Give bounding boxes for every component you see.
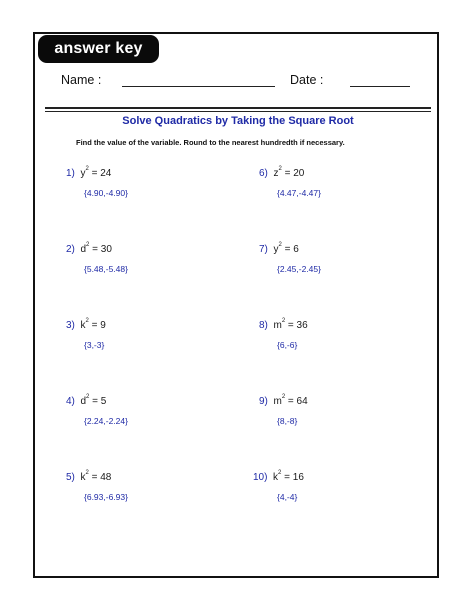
problem-8: [259, 320, 308, 331]
answer-4: {2.24,-2.24}: [84, 416, 128, 426]
problem-rhs: = 48: [88, 472, 112, 483]
problem-number: 3): [66, 320, 75, 331]
problem-exponent: 2: [278, 166, 282, 172]
answer-7: {2.45,-2.45}: [277, 264, 321, 274]
problem-number: 2): [66, 244, 75, 255]
date-field-line[interactable]: [350, 86, 410, 87]
problem-variable: m: [273, 320, 282, 331]
date-label: Date :: [290, 73, 324, 87]
problem-4: [66, 396, 106, 407]
problem-rhs: = 9: [88, 320, 106, 331]
answer-3: {3,-3}: [84, 340, 105, 350]
problem-number: 4): [66, 396, 75, 407]
answer-key-badge: answer key: [38, 35, 159, 63]
problem-number: 1): [66, 168, 75, 179]
problem-exponent: 2: [278, 470, 282, 476]
answer-9: {8,-8}: [277, 416, 298, 426]
problem-number: 5): [66, 472, 75, 483]
problem-rhs: = 20: [281, 168, 305, 179]
problem-variable: k: [273, 472, 279, 483]
problem-rhs: = 30: [89, 244, 112, 255]
problem-number: 8): [259, 320, 268, 331]
problem-variable: m: [273, 396, 282, 407]
problem-exponent: 2: [86, 394, 90, 400]
problem-rhs: = 5: [89, 396, 107, 407]
name-field-line[interactable]: [122, 86, 275, 87]
problem-exponent: 2: [281, 394, 286, 400]
problem-variable: k: [80, 320, 86, 331]
name-label: Name :: [61, 73, 102, 87]
worksheet-title: Solve Quadratics by Taking the Square Root: [122, 115, 354, 127]
problem-variable: y: [80, 168, 86, 179]
title-rule-top: [45, 107, 431, 109]
problem-number: 10): [253, 472, 268, 483]
problem-number: 6): [259, 168, 268, 179]
problem-exponent: 2: [278, 242, 282, 248]
instructions: Find the value of the variable. Round to the nearest hundredth if necessary.: [76, 138, 345, 147]
problem-exponent: 2: [86, 242, 90, 248]
answer-10: {4,-4}: [277, 492, 298, 502]
problem-variable: d: [80, 244, 87, 255]
problem-rhs: = 16: [281, 472, 304, 483]
problem-rhs: = 24: [88, 168, 112, 179]
answer-6: {4.47,-4.47}: [277, 188, 321, 198]
problem-rhs: = 64: [285, 396, 308, 407]
problem-exponent: 2: [85, 166, 89, 172]
problem-5: [66, 472, 111, 483]
problem-7: [259, 244, 299, 255]
answer-8: {6,-6}: [277, 340, 298, 350]
problem-exponent: 2: [85, 470, 89, 476]
problem-variable: d: [80, 396, 87, 407]
problem-10: [253, 472, 304, 483]
answer-1: {4.90,-4.90}: [84, 188, 128, 198]
problem-rhs: = 36: [285, 320, 308, 331]
problem-6: [259, 168, 304, 179]
problem-2: [66, 244, 112, 255]
problem-3: [66, 320, 106, 331]
problem-9: [259, 396, 308, 407]
problem-exponent: 2: [85, 318, 89, 324]
problem-variable: y: [273, 244, 279, 255]
answer-5: {6.93,-6.93}: [84, 492, 128, 502]
title-rule-bottom: [45, 111, 431, 112]
problem-variable: k: [80, 472, 86, 483]
problem-1: [66, 168, 111, 179]
problem-variable: z: [273, 168, 279, 179]
problem-exponent: 2: [281, 318, 286, 324]
problem-number: 9): [259, 396, 268, 407]
problem-rhs: = 6: [281, 244, 299, 255]
problem-number: 7): [259, 244, 268, 255]
answer-2: {5.48,-5.48}: [84, 264, 128, 274]
